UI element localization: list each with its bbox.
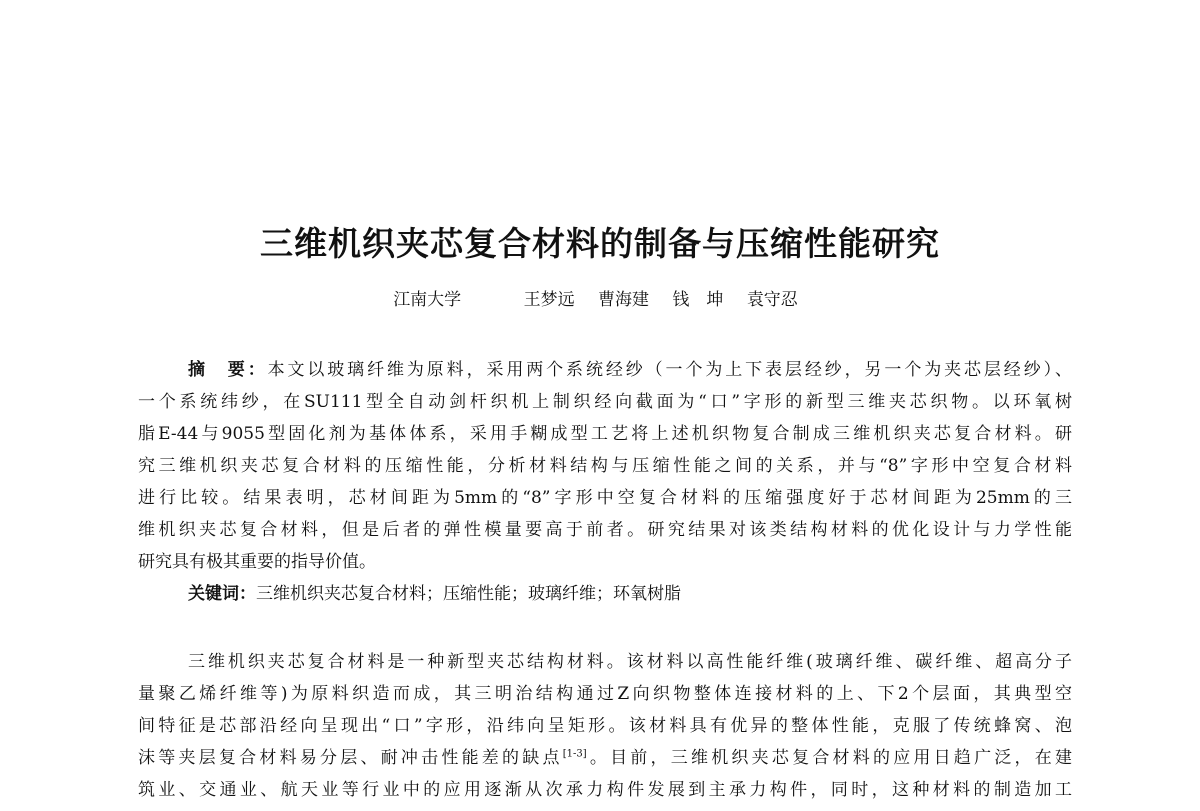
body-line: 间特征是芯部沿经向呈现出“口”字形，沿纬向呈矩形。该材料具有优异的整体性能，克服了传统蜂窝、泡 xyxy=(138,716,1072,736)
affiliation: 江南大学 xyxy=(393,290,462,310)
body-line xyxy=(138,742,1072,774)
abstract-line: 维机织夹芯复合材料，但是后者的弹性模量要高于前者。研究结果对该类结构材料的优化设计与力学性能 xyxy=(138,520,1072,540)
citation: [1-3] xyxy=(562,748,587,760)
abstract-line xyxy=(138,354,1072,386)
body-line: 量聚乙烯纤维等)为原料织造而成，其三明治结构通过Z向织物整体连接材料的上、下2个层面，其典型空 xyxy=(138,684,1072,704)
author-line xyxy=(0,285,1200,310)
author-name: 钱 坤 xyxy=(672,290,724,310)
paper-title: 三维机织夹芯复合材料的制备与压缩性能研究 xyxy=(260,224,940,263)
abstract-label: 摘 要： xyxy=(188,360,268,380)
keywords-line xyxy=(138,578,1072,610)
abstract-line: 进行比较。结果表明，芯材间距为5mm的“8”字形中空复合材料的压缩强度好于芯材间距为25mm的三 xyxy=(138,488,1072,508)
body-text-segment: 沫等夹层复合材料易分层、耐冲击性能差的缺点 xyxy=(138,748,563,768)
body-line: 三维机织夹芯复合材料是一种新型夹芯结构材料。该材料以高性能纤维(玻璃纤维、碳纤维、超高分子 xyxy=(188,652,1072,672)
body-line: 筑业、交通业、航天业等行业中的应用逐渐从次承力构件发展到主承力构件，同时，这种材料的制造加工 xyxy=(138,780,1072,800)
body-text-segment: 。目前，三维机织夹芯复合材料的应用日趋广泛，在建 xyxy=(586,748,1073,768)
abstract xyxy=(138,354,1072,578)
abstract-text: 本文以玻璃纤维为原料，采用两个系统经纱（一个为上下表层经纱，另一个为夹芯层经纱）、 xyxy=(267,360,1073,380)
keywords xyxy=(138,578,1072,610)
keywords-label: 关键词： xyxy=(188,584,256,604)
author-name: 王梦远 xyxy=(523,290,575,310)
author-name: 曹海建 xyxy=(598,290,649,310)
abstract-line: 究三维机织夹芯复合材料的压缩性能，分析材料结构与压缩性能之间的关系，并与“8”字形中空复合材料 xyxy=(138,456,1072,476)
body-text xyxy=(138,646,1072,806)
keywords-text: 三维机织夹芯复合材料；压缩性能；玻璃纤维；环氧树脂 xyxy=(256,584,681,604)
abstract-line: 研究具有极其重要的指导价值。 xyxy=(138,552,376,572)
abstract-line: 一个系统纬纱，在SU111型全自动剑杆织机上制织经向截面为“口”字形的新型三维夹芯织物。以环氧树 xyxy=(138,392,1072,412)
author-name: 袁守忍 xyxy=(746,290,798,310)
abstract-line: 脂E-44与9055型固化剂为基体体系，采用手糊成型工艺将上述机织物复合制成三维机织夹芯复合材料。研 xyxy=(138,424,1072,444)
